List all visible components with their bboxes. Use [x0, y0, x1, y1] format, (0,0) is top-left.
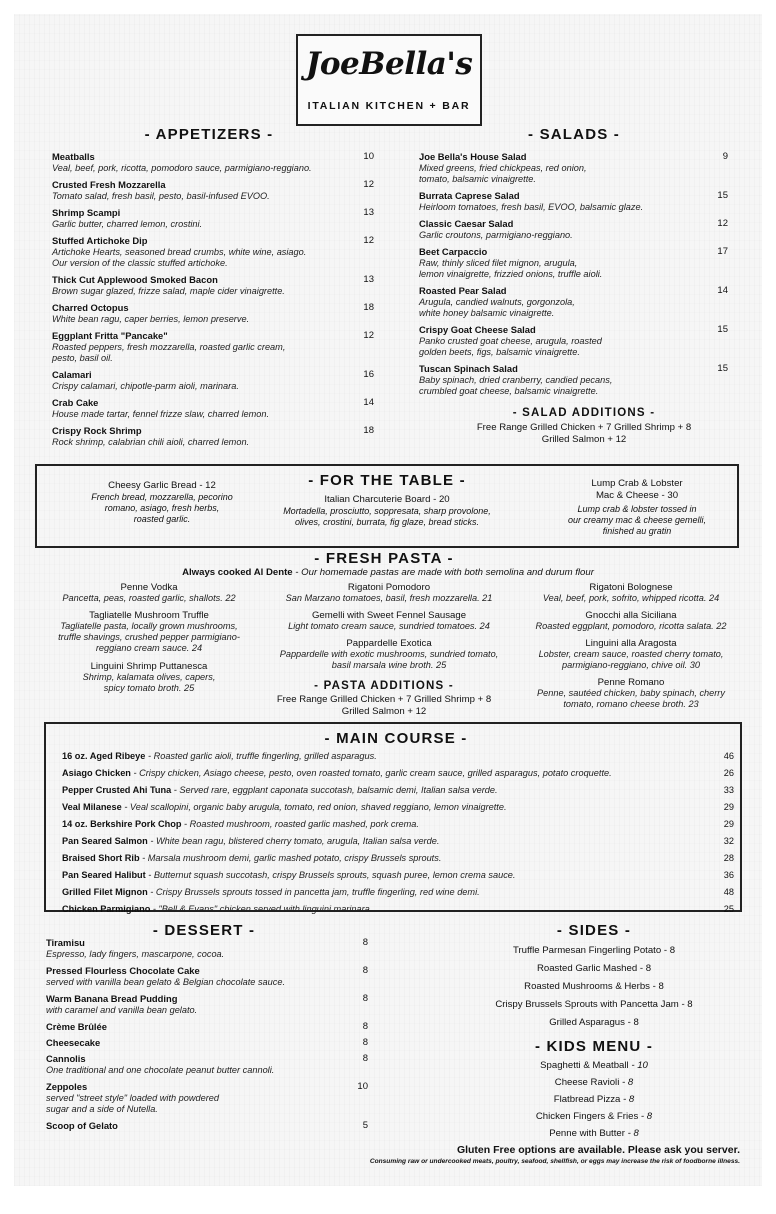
item-price: 8: [362, 965, 368, 976]
menu-item: [46, 1081, 366, 1115]
item-description: Arugula, candied walnuts, gorgonzola,: [419, 297, 575, 307]
kids-item-name: Penne with Butter: [549, 1128, 625, 1139]
menu-item: [52, 151, 352, 174]
item-description-2: crumbled goat cheese, balsamic vinaigrette.: [419, 386, 599, 396]
item-name: Crispy Rock Shrimp: [52, 425, 142, 436]
item-name: Scoop of Gelato: [46, 1120, 118, 1131]
main-course-item: [62, 903, 734, 915]
gluten-free-note: Gluten Free options are available. Please ask you server.: [456, 1144, 740, 1156]
item-description-2: golden beets, figs, balsamic vinaigrette.: [419, 347, 580, 357]
menu-item: [52, 425, 352, 448]
item-description: with caramel and vanilla bean gelato.: [46, 1005, 198, 1015]
item-name: Eggplant Fritta "Pancake": [52, 330, 168, 341]
pasta-description: San Marzano tomatoes, basil, fresh mozzarella. 21: [285, 593, 493, 603]
pasta-item: [506, 610, 756, 632]
item-name: Crusted Fresh Mozzarella: [52, 179, 166, 190]
pasta-additions-line1: Free Range Grilled Chicken + 7 Grilled Shrimp + 8: [276, 694, 492, 705]
kids-item-name: Spaghetti & Meatball: [540, 1060, 629, 1071]
pasta-item: [24, 661, 274, 694]
main-course-price: 26: [723, 768, 734, 778]
main-course-item: [62, 784, 734, 796]
menu-item: [46, 993, 366, 1016]
pasta-name: Linguini Shrimp Puttanesca: [90, 661, 208, 672]
item-price: 16: [363, 369, 374, 380]
main-course-description: - Roasted garlic aioli, truffle fingerling, grilled asparagus.: [145, 751, 377, 761]
item-price: 5: [362, 1120, 368, 1131]
item-name: Pressed Flourless Chocolate Cake: [46, 965, 200, 976]
side-item: Crispy Brussels Sprouts with Pancetta Jam - 8: [495, 999, 693, 1010]
pasta-description: Pappardelle with exotic mushrooms, sundried tomato,: [279, 649, 499, 659]
menu-item: [46, 965, 366, 988]
main-course-name: Pan Seared Halibut: [62, 870, 146, 880]
item-description: Brown sugar glazed, frizze salad, maple cider vinaigrette.: [52, 286, 285, 296]
pasta-description: Veal, beef, pork, sofrito, whipped ricotta. 24: [542, 593, 720, 603]
foodborne-warning: Consuming raw or undercooked meats, poultry, seafood, shellfish, or eggs may increase the risk of foodborne illness.: [369, 1158, 740, 1165]
item-price: 12: [363, 235, 374, 246]
pasta-name: Gemelli with Sweet Fennel Sausage: [311, 610, 467, 621]
main-course-name: Pan Seared Salmon: [62, 836, 148, 846]
charcuterie-name: Italian Charcuterie Board - 20: [324, 494, 450, 505]
item-name: Tuscan Spinach Salad: [419, 363, 518, 374]
crab-mac-desc-3: finished au gratin: [602, 526, 672, 536]
main-course-name: Asiago Chicken: [62, 768, 131, 778]
menu-item: [419, 363, 699, 397]
item-price: 12: [363, 330, 374, 341]
item-name: Cannolis: [46, 1053, 86, 1064]
item-price: 15: [717, 324, 728, 335]
main-course-item: [62, 835, 734, 847]
pasta-additions-title: - PASTA ADDITIONS -: [314, 680, 454, 692]
item-description: Garlic butter, charred lemon, crostini.: [52, 219, 203, 229]
item-description: Garlic croutons, parmigiano-reggiano.: [419, 230, 573, 240]
main-course-name: Chicken Parmigiano: [62, 904, 151, 914]
pasta-item: [24, 610, 274, 654]
item-name: Joe Bella's House Salad: [419, 151, 527, 162]
item-description: Mixed greens, fried chickpeas, red onion,: [419, 163, 587, 173]
main-course-description: - Crispy chicken, Asiago cheese, pesto, oven roasted tomato, garlic cream sauce, grilled asparagus, potato croquette.: [130, 768, 612, 778]
main-course-item: [62, 750, 734, 762]
garlic-bread-desc-3: roasted garlic.: [133, 514, 191, 524]
main-course-name: 14 oz. Berkshire Pork Chop: [62, 819, 182, 829]
main-course-item: [62, 852, 734, 864]
pasta-description: truffle shavings, crushed pepper parmigiano-: [58, 632, 240, 642]
item-description: Raw, thinly sliced filet mignon, arugula,: [419, 258, 578, 268]
main-course-item: [62, 886, 734, 898]
pasta-additions-line2: Grilled Salmon + 12: [341, 706, 427, 717]
pasta-item: [506, 638, 756, 671]
for-the-table-title: - FOR THE TABLE -: [308, 472, 466, 489]
item-name: Crispy Goat Cheese Salad: [419, 324, 536, 335]
menu-item: [46, 1037, 366, 1049]
menu-item: [46, 1053, 366, 1076]
item-description: Artichoke Hearts, seasoned bread crumbs, white wine, asiago.: [52, 247, 307, 257]
item-description-2: Our version of the classic stuffed artichoke.: [52, 258, 228, 268]
kids-item-name: Cheese Ravioli: [554, 1077, 620, 1088]
main-course-price: 25: [723, 904, 734, 914]
item-name: Meatballs: [52, 151, 95, 162]
kids-menu-title: - KIDS MENU -: [534, 1038, 654, 1055]
pasta-subtitle-rest: - Our homemade pastas are made with both semolina and durum flour: [292, 567, 594, 578]
restaurant-logo: [296, 34, 482, 126]
item-price: 10: [363, 151, 374, 162]
main-course-description: - Marsala mushroom demi, garlic mashed potato, crispy Brussels sprouts.: [139, 853, 442, 863]
item-description-2: pesto, basil oil.: [52, 353, 113, 363]
main-course-description: - Crispy Brussels sprouts tossed in pancetta jam, truffle fingerling, red wine demi.: [147, 887, 480, 897]
main-course-description: - Roasted mushroom, roasted garlic mashed, pork crema.: [181, 819, 419, 829]
main-course-description: - White bean ragu, blistered cherry tomato, arugula, Italian salsa verde.: [147, 836, 440, 846]
item-price: 13: [363, 274, 374, 285]
item-name: Cheesecake: [46, 1037, 101, 1048]
item-description: Veal, beef, pork, ricotta, pomodoro sauce, parmigiano-reggiano.: [52, 163, 312, 173]
item-price: 14: [717, 285, 728, 296]
menu-item: [52, 330, 352, 364]
main-course-description: - Veal scallopini, organic baby arugula, tomato, red onion, shaved reggiano, lemon vinaigrette.: [121, 802, 507, 812]
main-course-item: [62, 818, 734, 830]
charcuterie-desc: [252, 506, 522, 528]
main-course-price: 32: [723, 836, 734, 846]
item-name: Tiramisu: [46, 937, 85, 948]
pasta-item: [264, 638, 514, 671]
menu-item: [52, 274, 352, 297]
main-course-name: Braised Short Rib: [62, 853, 140, 863]
crab-mac-name: [537, 478, 737, 502]
side-item: Roasted Mushrooms & Herbs - 8: [524, 981, 664, 992]
pasta-description: Roasted eggplant, pomodoro, ricotta salata. 22: [535, 621, 727, 631]
charcuterie-desc-2: olives, crostini, burrata, fig glaze, bread sticks.: [294, 517, 480, 527]
menu-item: [419, 190, 699, 213]
kids-item: [444, 1111, 744, 1122]
item-price: 15: [717, 190, 728, 201]
item-description: Espresso, lady fingers, mascarpone, cocoa.: [46, 949, 225, 959]
salads-title: - SALADS -: [528, 126, 620, 143]
item-name: Shrimp Scampi: [52, 207, 121, 218]
item-description: served "street style" loaded with powdered: [46, 1093, 220, 1103]
main-course-name: Grilled Filet Mignon: [62, 887, 148, 897]
pasta-name: Rigatoni Pomodoro: [347, 582, 431, 593]
item-description: Baby spinach, dried cranberry, candied pecans,: [419, 375, 613, 385]
menu-item: [419, 285, 699, 319]
main-course-name: Pepper Crusted Ahi Tuna: [62, 785, 172, 795]
item-price: 14: [363, 397, 374, 408]
side-item: Roasted Garlic Mashed - 8: [536, 963, 652, 974]
main-course-item: [62, 869, 734, 881]
menu-item: [52, 179, 352, 202]
main-course-name: 16 oz. Aged Ribeye: [62, 751, 146, 761]
crab-mac-name-1: Lump Crab & Lobster: [591, 478, 683, 489]
item-description: Tomato salad, fresh basil, pesto, basil-infused EVOO.: [52, 191, 270, 201]
pasta-description: Lobster, cream sauce, roasted cherry tomato,: [538, 649, 724, 659]
kids-item-price: - 10: [628, 1060, 648, 1071]
kids-item: [444, 1094, 744, 1105]
menu-item: [419, 246, 699, 280]
item-price: 13: [363, 207, 374, 218]
kids-item: [444, 1128, 744, 1139]
item-description: One traditional and one chocolate peanut butter cannoli.: [46, 1065, 275, 1075]
pasta-name: Gnocchi alla Siciliana: [585, 610, 677, 621]
pasta-description: Tagliatelle pasta, locally grown mushrooms,: [60, 621, 238, 631]
crab-mac-desc: [537, 504, 737, 537]
item-price: 12: [363, 179, 374, 190]
logo-name: JoeBella's: [305, 46, 473, 82]
main-course-item: [62, 767, 734, 779]
menu-item: [52, 302, 352, 325]
item-name: Thick Cut Applewood Smoked Bacon: [52, 274, 218, 285]
main-course-price: 46: [723, 751, 734, 761]
item-name: Stuffed Artichoke Dip: [52, 235, 148, 246]
item-description: Rock shrimp, calabrian chili aioli, charred lemon.: [52, 437, 250, 447]
pasta-item: [264, 582, 514, 604]
main-course-item: [62, 801, 734, 813]
pasta-item: [24, 582, 274, 604]
pasta-title: - FRESH PASTA -: [314, 550, 454, 567]
item-name: Zeppoles: [46, 1081, 88, 1092]
pasta-description: spicy tomato broth. 25: [103, 683, 195, 693]
item-name: Roasted Pear Salad: [419, 285, 507, 296]
menu-item: [52, 369, 352, 392]
item-name: Classic Caesar Salad: [419, 218, 514, 229]
menu-item: [46, 937, 366, 960]
item-description: Roasted peppers, fresh mozzarella, roasted garlic cream,: [52, 342, 286, 352]
pasta-description: basil marsala wine broth. 25: [331, 660, 447, 670]
logo-tagline: ITALIAN KITCHEN + BAR: [307, 100, 471, 112]
item-description-2: sugar and a side of Nutella.: [46, 1104, 158, 1114]
item-description: served with vanilla bean gelato & Belgian chocolate sauce.: [46, 977, 286, 987]
appetizers-title: - APPETIZERS -: [144, 126, 274, 143]
main-course-name: Veal Milanese: [62, 802, 122, 812]
pasta-name: Linguini alla Aragosta: [585, 638, 677, 649]
item-name: Crème Brûlée: [46, 1021, 107, 1032]
pasta-description: reggiano cream sauce. 24: [95, 643, 203, 653]
item-price: 8: [362, 993, 368, 1004]
for-the-table-box: [35, 464, 739, 548]
pasta-name: Pappardelle Exotica: [346, 638, 432, 649]
pasta-subtitle-bold: Always cooked Al Dente: [182, 567, 293, 578]
item-name: Calamari: [52, 369, 92, 380]
charcuterie-desc-1: Mortadella, prosciutto, soppresata, sharp provolone,: [283, 506, 491, 516]
item-price: 17: [717, 246, 728, 257]
item-price: 8: [362, 937, 368, 948]
item-name: Burrata Caprese Salad: [419, 190, 520, 201]
main-course-price: 36: [723, 870, 734, 880]
main-course-price: 29: [723, 819, 734, 829]
item-description: Panko crusted goat cheese, arugula, roasted: [419, 336, 602, 346]
garlic-bread-desc-2: romano, asiago, fresh herbs,: [104, 503, 220, 513]
kids-item-name: Flatbread Pizza: [553, 1094, 621, 1105]
item-description-2: white honey balsamic vinaigrette.: [419, 308, 555, 318]
garlic-bread-desc-1: French bread, mozzarella, pecorino: [91, 492, 233, 502]
item-price: 9: [722, 151, 728, 162]
item-description: White bean ragu, caper berries, lemon preserve.: [52, 314, 250, 324]
item-description-2: tomato, balsamic vinaigrette.: [419, 174, 536, 184]
item-description: Heirloom tomatoes, fresh basil, EVOO, balsamic glaze.: [419, 202, 644, 212]
menu-item: [52, 397, 352, 420]
main-course-description: - Served rare, eggplant caponata succotash, balsamic demi, Italian salsa verde.: [171, 785, 498, 795]
main-course-description: - Butternut squash succotash, crispy Brussels sprouts, squash puree, lemon crema sauce.: [145, 870, 516, 880]
main-course-title: - MAIN COURSE -: [324, 730, 468, 747]
pasta-description: Penne, sautéed chicken, baby spinach, cherry: [537, 688, 725, 698]
kids-item-price: - 8: [624, 1128, 639, 1139]
menu-item: [419, 324, 699, 358]
main-course-price: 33: [723, 785, 734, 795]
kids-item: [444, 1077, 744, 1088]
pasta-name: Penne Vodka: [120, 582, 178, 593]
pasta-description: Pancetta, peas, roasted garlic, shallots. 22: [62, 593, 236, 603]
pasta-name: Rigatoni Bolognese: [589, 582, 673, 593]
kids-item: [444, 1060, 744, 1071]
item-price: 8: [362, 1053, 368, 1064]
dessert-title: - DESSERT -: [152, 922, 256, 939]
item-price: 8: [362, 1037, 368, 1048]
pasta-description: Light tomato cream sauce, sundried tomatoes. 24: [288, 621, 490, 631]
side-item: Truffle Parmesan Fingerling Potato - 8: [512, 945, 676, 956]
crab-mac-desc-1: Lump crab & lobster tossed in: [577, 504, 697, 514]
item-name: Beet Carpaccio: [419, 246, 488, 257]
pasta-item: [506, 582, 756, 604]
item-price: 12: [717, 218, 728, 229]
menu-item: [52, 235, 352, 269]
menu-item: [46, 1021, 366, 1033]
pasta-description: parmigiano-reggiano, chive oil. 30: [562, 660, 700, 670]
salad-additions-line1: Free Range Grilled Chicken + 7 Grilled Shrimp + 8: [476, 422, 692, 433]
garlic-bread-name: Cheesy Garlic Bread - 12: [108, 480, 216, 491]
main-course-price: 29: [723, 802, 734, 812]
menu-item: [46, 1120, 366, 1132]
item-price: 10: [357, 1081, 368, 1092]
pasta-subtitle: [74, 567, 702, 578]
menu-item: [52, 207, 352, 230]
item-description: House made tartar, fennel frizze slaw, charred lemon.: [52, 409, 270, 419]
pasta-description: tomato, romano cheese broth. 23: [563, 699, 699, 709]
kids-item-price: - 8: [620, 1094, 635, 1105]
item-description-2: lemon vinaigrette, frizzied onions, truffle aioli.: [419, 269, 603, 279]
main-course-description: - "Bell & Evans" chicken served with linguini marinara.: [150, 904, 373, 914]
item-price: 15: [717, 363, 728, 374]
menu-item: [419, 151, 699, 185]
pasta-name: Penne Romano: [597, 677, 665, 688]
salad-additions-title: - SALAD ADDITIONS -: [512, 407, 656, 419]
pasta-item: [264, 610, 514, 632]
pasta-name: Tagliatelle Mushroom Truffle: [89, 610, 209, 621]
kids-item-price: - 8: [638, 1111, 653, 1122]
main-course-price: 48: [723, 887, 734, 897]
salad-additions-line2: Grilled Salmon + 12: [541, 434, 627, 445]
pasta-description: Shrimp, kalamata olives, capers,: [82, 672, 216, 682]
kids-item-name: Chicken Fingers & Fries: [535, 1111, 639, 1122]
menu-page: [14, 14, 762, 1186]
item-name: Warm Banana Bread Pudding: [46, 993, 178, 1004]
item-description: Crispy calamari, chipotle-parm aioli, marinara.: [52, 381, 239, 391]
crab-mac-name-2: Mac & Cheese - 30: [595, 490, 679, 501]
side-item: Grilled Asparagus - 8: [549, 1017, 639, 1028]
main-course-price: 28: [723, 853, 734, 863]
item-price: 18: [363, 302, 374, 313]
crab-mac-desc-2: our creamy mac & cheese gemelli,: [567, 515, 707, 525]
item-name: Crab Cake: [52, 397, 99, 408]
item-price: 18: [363, 425, 374, 436]
menu-item: [419, 218, 699, 241]
garlic-bread-desc: [57, 492, 267, 525]
kids-item-price: - 8: [619, 1077, 634, 1088]
sides-title: - SIDES -: [556, 922, 632, 939]
item-name: Charred Octopus: [52, 302, 129, 313]
item-price: 8: [362, 1021, 368, 1032]
